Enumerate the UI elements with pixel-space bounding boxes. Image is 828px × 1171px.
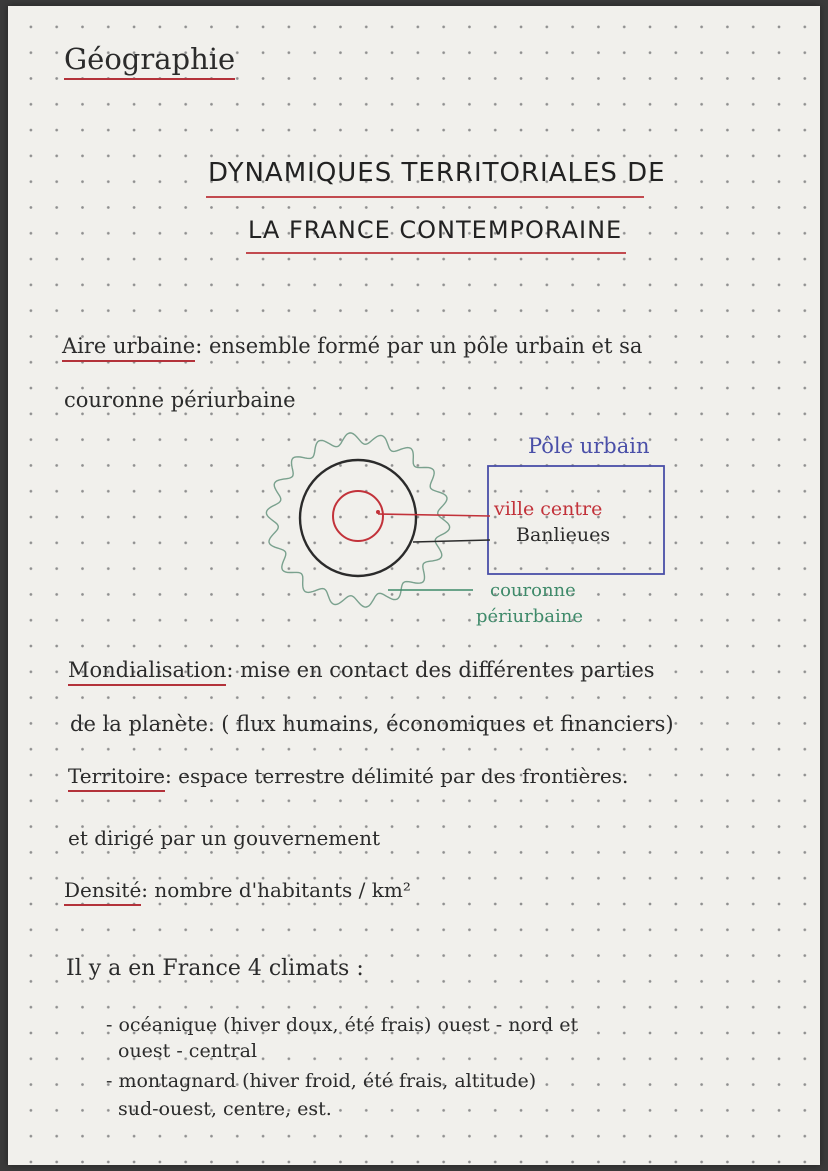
- definition-territoire: [68, 764, 628, 788]
- definition-territoire-cont: et dirigé par un gouvernement: [68, 826, 381, 850]
- pole-urbain-box: [488, 466, 664, 574]
- aire-urbaine-diagram: [8, 6, 820, 656]
- term-mondialisation: Mondialisation: [68, 658, 226, 686]
- definition-text: : nombre d'habitants / km²: [141, 878, 411, 902]
- label-pole-urbain: Pôle urbain: [528, 434, 650, 458]
- climat-item-2-cont: sud-ouest, centre, est.: [118, 1098, 332, 1120]
- definition-text: : mise en contact des différentes parties: [226, 658, 655, 682]
- title-line-1: DYNAMIQUES TERRITORIALES DE: [208, 158, 666, 188]
- subject-heading: Géographie: [64, 42, 235, 76]
- climat-item-1: - océanique (hiver doux, été frais) ouest - nord et: [106, 1014, 579, 1036]
- label-periurbaine: périurbaine: [476, 606, 583, 627]
- banlieue-circle: [300, 460, 416, 576]
- definition-mondialisation-cont: de la planète. ( flux humains, économiques et financiers): [70, 712, 674, 736]
- climats-intro: Il y a en France 4 climats :: [66, 956, 364, 981]
- definition-text: : espace terrestre délimité par des frontières.: [165, 764, 629, 788]
- label-couronne: couronne: [490, 580, 576, 601]
- definition-text: : ensemble formé par un pôle urbain et sa: [195, 334, 643, 358]
- label-ville-centre: ville centre: [494, 498, 603, 520]
- term-densite: Densité: [64, 878, 141, 906]
- term-aire-urbaine: Aire urbaine: [62, 334, 195, 362]
- title-line-2: LA FRANCE CONTEMPORAINE: [248, 216, 623, 244]
- definition-aire-urbaine-cont: couronne périurbaine: [64, 388, 296, 412]
- ville-centre-circle: [333, 491, 383, 541]
- label-banlieues: Banlieues: [516, 524, 611, 546]
- climat-item-1-cont: ouest - central: [118, 1040, 258, 1062]
- definition-densite: [64, 878, 411, 902]
- term-territoire: Territoire: [68, 764, 165, 792]
- banlieue-line: [413, 540, 490, 542]
- climat-item-2: - montagnard (hiver froid, été frais, altitude): [106, 1070, 537, 1092]
- notebook-page: [8, 6, 820, 1165]
- ville-centre-line: [378, 514, 490, 516]
- definition-mondialisation: [68, 658, 655, 682]
